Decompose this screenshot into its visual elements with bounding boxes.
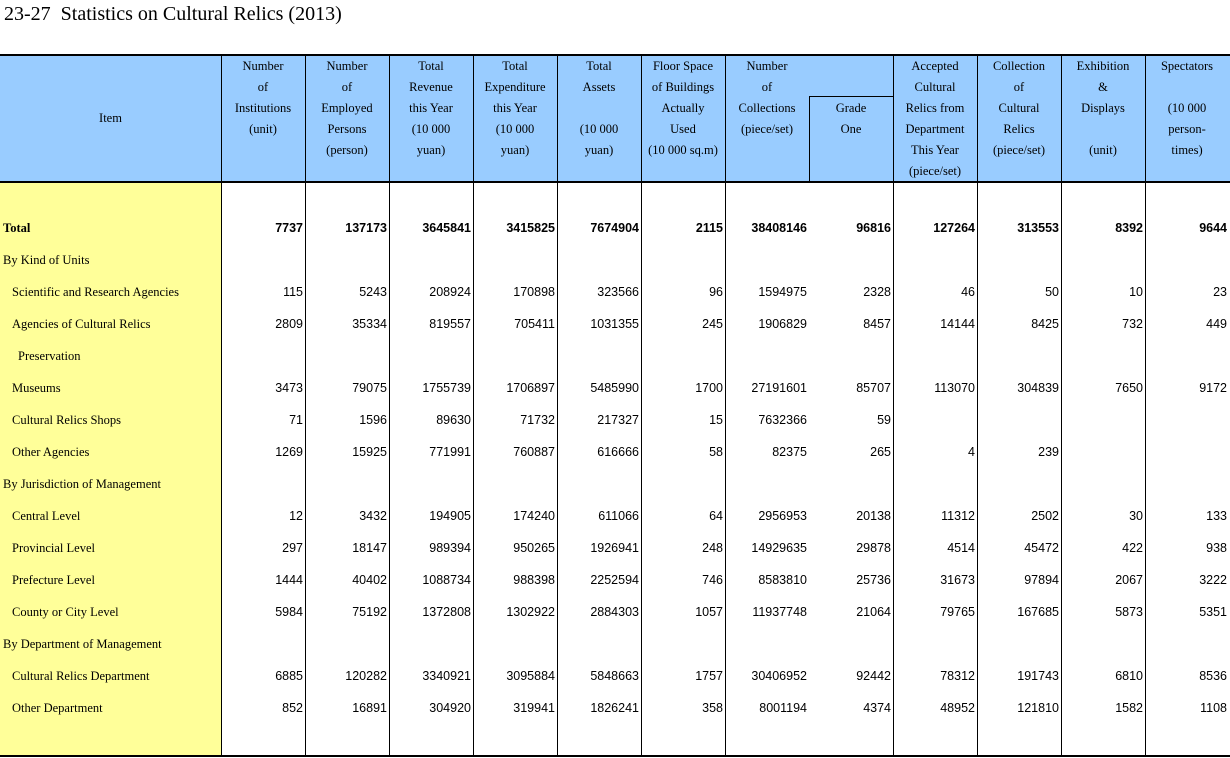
statistics-table [0,54,1230,757]
table-cell: 7632366 [758,413,807,427]
header-line: (piece/set) [740,122,794,136]
table-row [0,374,1230,406]
table-cell: 3095884 [506,669,555,683]
header-line: Number [326,59,368,73]
table-cell: 2252594 [590,573,639,587]
header-line: this Year [493,101,537,115]
header-line: yuan) [500,143,530,157]
table-cell: 2328 [863,285,891,299]
table-cell: 4514 [947,541,975,555]
header-line: (unit) [249,122,277,136]
table-cell: 12 [289,509,303,523]
table-cell: 133 [1206,509,1227,523]
table-cell: 988398 [513,573,555,587]
table-cell: 2809 [275,317,303,331]
header-line: of [1013,80,1025,94]
header-line: Collections [738,101,796,115]
table-cell: 31673 [940,573,975,587]
table-cell: 14144 [940,317,975,331]
table-cell: 45472 [1024,541,1059,555]
table-cell: 167685 [1017,605,1059,619]
table-cell: 7737 [275,221,303,235]
header-institutions [221,56,305,140]
table-cell: 96 [709,285,723,299]
table-cell: 819557 [429,317,471,331]
table-cell: 358 [702,701,723,715]
table-cell: 71732 [520,413,555,427]
table-cell: 304920 [429,701,471,715]
table-cell: 2502 [1031,509,1059,523]
table-cell: 732 [1122,317,1143,331]
header-line [1061,119,1145,140]
table-row [0,342,1230,374]
table-cell: 6810 [1115,669,1143,683]
table-cell: 746 [702,573,723,587]
header-line: (piece/set) [992,143,1046,157]
header-line: (10 000 sq.m) [648,143,718,157]
header-line: (person) [326,143,368,157]
table-cell: 20138 [856,509,891,523]
table-cell: 1582 [1115,701,1143,715]
table-cell: 3432 [359,509,387,523]
table-cell: 50 [1045,285,1059,299]
table-cell: 21064 [856,605,891,619]
table-cell: 2067 [1115,573,1143,587]
table-cell: 5243 [359,285,387,299]
header-exhibitions [1061,56,1145,161]
table-cell: 1444 [275,573,303,587]
collections-subheader-rule [809,96,893,97]
header-line: Persons [327,122,367,136]
header-line: Displays [1081,101,1125,115]
header-total-assets [557,56,641,161]
table-cell: 5351 [1199,605,1227,619]
row-label: Other Department [12,701,103,715]
header-line: Number [242,59,284,73]
table-cell: 449 [1206,317,1227,331]
table-cell: 1057 [695,605,723,619]
row-label: Other Agencies [12,445,90,459]
header-line: person- [1168,122,1206,136]
table-cell: 1108 [1200,701,1227,715]
table-cell: 64 [709,509,723,523]
header-line: (10 000 [1167,101,1207,115]
table-cell: 23 [1213,285,1227,299]
table-cell: 989394 [429,541,471,555]
header-line: Assets [582,80,616,94]
table-cell: 5485990 [590,381,639,395]
table-cell: 1088734 [422,573,471,587]
table-cell: 10 [1129,285,1143,299]
header-line: Institutions [234,101,292,115]
table-cell: 96816 [856,221,891,235]
table-row [0,566,1230,598]
header-line: Used [670,122,696,136]
table-cell: 6885 [275,669,303,683]
table-cell: 852 [282,701,303,715]
table-cell: 239 [1038,445,1059,459]
table-cell: 4374 [863,701,891,715]
table-cell: 8457 [863,317,891,331]
header-line: Exhibition [1076,59,1130,73]
header-spectators [1145,56,1229,161]
table-cell: 14929635 [751,541,807,555]
table-cell: 611066 [598,509,639,523]
table-row [0,694,1230,726]
header-line: Item [99,111,122,125]
table-cell: 113070 [934,381,975,395]
table-cell: 7674904 [590,221,639,235]
header-line: this Year [409,101,453,115]
table-cell: 1826241 [590,701,639,715]
bottom-rule [0,755,1230,757]
table-cell: 217327 [597,413,639,427]
table-cell: 92442 [856,669,891,683]
table-cell: 938 [1206,541,1227,555]
table-cell: 194905 [429,509,471,523]
header-collections [725,56,809,140]
table-cell: 29878 [856,541,891,555]
table-cell: 59 [877,413,891,427]
table-cell: 5873 [1115,605,1143,619]
table-cell: 4 [968,445,975,459]
table-cell: 7650 [1115,381,1143,395]
table-cell: 25736 [856,573,891,587]
table-cell: 85707 [856,381,891,395]
row-label: Total [3,221,31,235]
header-floor-space [641,56,725,161]
table-cell: 1031355 [590,317,639,331]
table-cell: 422 [1122,541,1143,555]
header-collection-relics [977,56,1061,161]
table-cell: 2956953 [758,509,807,523]
header-line: Grade [835,101,867,115]
table-cell: 616666 [597,445,639,459]
table-cell: 127264 [933,221,975,235]
table-row [0,406,1230,438]
table-cell: 1269 [275,445,303,459]
table-cell: 8001194 [759,701,807,715]
table-cell: 2884303 [590,605,639,619]
header-line: yuan) [416,143,446,157]
table-row [0,246,1230,278]
table-cell: 208924 [429,285,471,299]
table-cell: 3222 [1199,573,1227,587]
row-label: By Kind of Units [3,253,90,267]
header-line: (piece/set) [908,164,962,178]
table-row [0,278,1230,310]
header-line: One [840,122,862,136]
header-line: Employed [321,101,373,115]
header-line: Actually [661,101,705,115]
header-line: Spectators [1160,59,1214,73]
header-total-expenditure [473,56,557,161]
row-label: Scientific and Research Agencies [12,285,179,299]
table-cell: 120282 [345,669,387,683]
row-label: Prefecture Level [12,573,95,587]
table-cell: 3473 [275,381,303,395]
table-cell: 1594975 [758,285,807,299]
header-line: of [257,80,269,94]
table-row [0,502,1230,534]
header-line: & [1098,80,1108,94]
table-cell: 9644 [1199,221,1227,235]
table-cell: 245 [702,317,723,331]
table-row [0,598,1230,630]
table-cell: 8392 [1115,221,1143,235]
header-rule [0,181,1230,183]
table-cell: 265 [870,445,891,459]
table-cell: 1706897 [506,381,555,395]
table-cell: 30 [1129,509,1143,523]
row-label: Central Level [12,509,81,523]
header-total-revenue [389,56,473,161]
table-title: Statistics on Cultural Relics (2013) [60,3,342,25]
table-cell: 16891 [352,701,387,715]
header-line: Relics from [905,101,965,115]
table-row [0,310,1230,342]
table-cell: 5984 [275,605,303,619]
table-cell: 3340921 [422,669,471,683]
table-row [0,214,1230,246]
table-cell: 191743 [1017,669,1059,683]
header-grade-one [809,98,893,140]
page-title [4,3,342,26]
header-line: Total [418,59,444,73]
table-cell: 705411 [514,317,555,331]
header-line: Floor Space [652,59,714,73]
table-row [0,662,1230,694]
table-cell: 1700 [695,381,723,395]
table-cell: 46 [961,285,975,299]
table-cell: 75192 [352,605,387,619]
header-line: of Buildings [651,80,715,94]
header-line: Accepted [911,59,959,73]
table-cell: 174240 [513,509,555,523]
header-item [0,108,221,129]
row-label: Cultural Relics Department [12,669,150,683]
table-cell: 313553 [1017,221,1059,235]
header-line: (unit) [1089,143,1117,157]
table-cell: 8536 [1199,669,1227,683]
header-line: of [761,80,773,94]
row-label: Provincial Level [12,541,95,555]
header-line: of [341,80,353,94]
table-cell: 323566 [597,285,639,299]
row-label: By Jurisdiction of Management [3,477,161,491]
table-cell: 248 [702,541,723,555]
table-row [0,470,1230,502]
header-line: Cultural [998,101,1040,115]
table-cell: 11937748 [752,605,807,619]
table-cell: 40402 [352,573,387,587]
table-cell: 304839 [1017,381,1059,395]
table-number: 23-27 [4,3,51,25]
table-cell: 38408146 [751,221,807,235]
header-line: Collection [992,59,1046,73]
table-cell: 1906829 [758,317,807,331]
table-cell: 121810 [1017,701,1059,715]
table-cell: 760887 [513,445,555,459]
table-cell: 8425 [1031,317,1059,331]
header-line: Expenditure [484,80,546,94]
table-cell: 89630 [436,413,471,427]
header-line [1145,77,1229,98]
table-cell: 97894 [1024,573,1059,587]
header-line: times) [1171,143,1203,157]
table-cell: 15925 [352,445,387,459]
header-line: Total [502,59,528,73]
table-cell: 1926941 [590,541,639,555]
header-line [557,98,641,119]
header-line: Relics [1003,122,1035,136]
table-row [0,438,1230,470]
table-cell: 27191601 [751,381,807,395]
row-label: Preservation [18,349,81,363]
row-label: County or City Level [12,605,119,619]
table-cell: 1757 [695,669,723,683]
table-row [0,630,1230,662]
table-cell: 30406952 [751,669,807,683]
header-line: (10 000 [411,122,451,136]
table-cell: 79075 [352,381,387,395]
header-line: Cultural [914,80,956,94]
header-line: yuan) [584,143,614,157]
row-label: Agencies of Cultural Relics [12,317,151,331]
header-line: Department [905,122,965,136]
table-cell: 297 [282,541,303,555]
table-row [0,534,1230,566]
header-line: (10 000 [495,122,535,136]
table-cell: 82375 [772,445,807,459]
table-cell: 771991 [429,445,471,459]
table-cell: 5848663 [590,669,639,683]
header-employed-persons [305,56,389,161]
table-cell: 115 [283,285,303,299]
header-line: Revenue [409,80,453,94]
table-cell: 3645841 [422,221,471,235]
table-cell: 35334 [352,317,387,331]
table-cell: 950265 [513,541,555,555]
table-cell: 18147 [352,541,387,555]
row-label: By Department of Management [3,637,162,651]
table-cell: 48952 [940,701,975,715]
table-cell: 15 [709,413,723,427]
row-label: Museums [12,381,61,395]
row-label: Cultural Relics Shops [12,413,122,427]
table-cell: 11312 [941,509,975,523]
header-line: (10 000 [579,122,619,136]
table-cell: 1596 [359,413,387,427]
table-cell: 170898 [513,285,555,299]
table-cell: 2115 [695,221,723,235]
header-line: Total [586,59,612,73]
table-cell: 1755739 [422,381,471,395]
table-cell: 79765 [940,605,975,619]
table-cell: 71 [289,413,303,427]
header-line: This Year [911,143,959,157]
table-cell: 319941 [513,701,555,715]
table-cell: 8583810 [758,573,807,587]
table-cell: 58 [709,445,723,459]
table-cell: 1302922 [506,605,555,619]
header-accepted-relics [893,56,977,182]
header-line: Number [746,59,788,73]
table-cell: 78312 [940,669,975,683]
table-cell: 1372808 [422,605,471,619]
table-cell: 9172 [1199,381,1227,395]
table-cell: 3415825 [506,221,555,235]
table-cell: 137173 [345,221,387,235]
